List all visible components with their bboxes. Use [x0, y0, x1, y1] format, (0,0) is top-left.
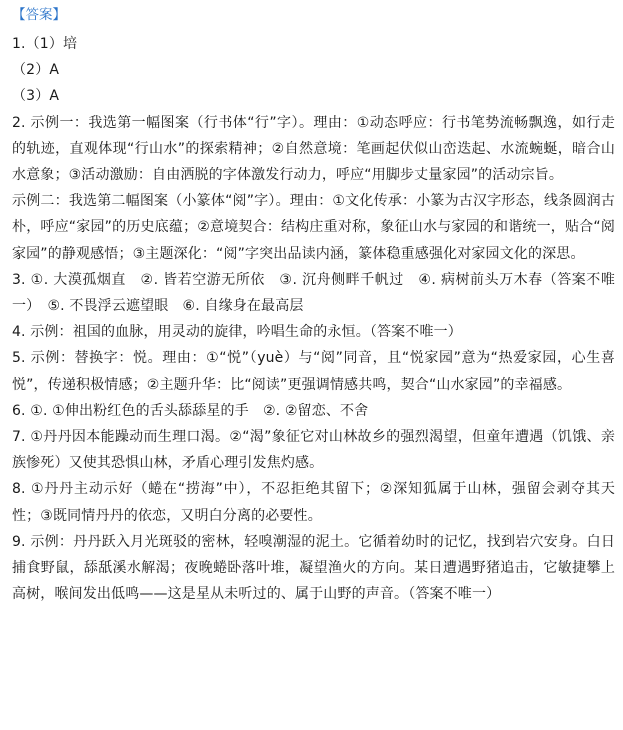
- answer-heading-tag: 【答案】: [12, 7, 66, 23]
- answer-item-2-example-1: 2. 示例一：我选第一幅图案（行书体“行”字）。理由：①动态呼应：行书笔势流畅飘逸，如行走的轨迹，直观体现“行山水”的探索精神；②自然意境：笔画起伏似山峦迭起、水流蜿蜒，暗合山水意象；③活动激励：自由洒脱的字体激发行动力，呼应“用脚步丈量家园”的活动宗旨。: [12, 114, 615, 184]
- answer-document: [12, 4, 615, 607]
- answer-item-2-example-2: 示例二：我选第二幅图案（小篆体“阅”字）。理由：①文化传承：小篆为古汉字形态，线条圆润古朴，呼应“家园”的历史底蕴；②意境契合：结构庄重对称，象征山水与家园的和谐统一，贴合“阅家园”的静观感悟；③主题深化：“阅”字突出品读内涵，篆体稳重感强化对家园文化的深思。: [12, 193, 615, 262]
- answer-item-3: 3. ①. 大漠孤烟直 ②. 皆若空游无所依 ③. 沉舟侧畔千帆过 ④. 病树前头万木春（答案不唯一） ⑤. 不畏浮云遮望眼 ⑥. 自缘身在最高层: [12, 271, 615, 315]
- answer-item-7: 7. ①丹丹因本能躁动而生理口渴。②“渴”象征它对山林故乡的强烈渴望，但童年遭遇（饥饿、亲族惨死）又使其恐惧山林，矛盾心理引发焦灼感。: [12, 429, 615, 472]
- answer-item-1: 1.（1）培: [12, 36, 78, 52]
- answer-item-1-3: （3）A: [12, 88, 60, 105]
- answer-item-8: 8. ①丹丹主动示好（蜷在“捞海”中），不忍拒绝其留下；②深知狐属于山林，强留会剥夺其天性；③既同情丹丹的依恋，又明白分离的必要性。: [12, 481, 615, 524]
- answer-item-4: 4. 示例：祖国的血脉，用灵动的旋律，吟唱生命的永恒。（答案不唯一）: [12, 324, 462, 341]
- answer-item-5: 5. 示例：替换字：悦。理由：①“悦”（yuè）与“阅”同音，且“悦家园”意为“热爱家园，心生喜悦”，传递积极情感；②主题升华：比“阅读”更强调情感共鸣，契合“山水家园”的幸福感。: [12, 350, 615, 393]
- answer-item-1-2: （2）A: [12, 62, 60, 79]
- answer-item-6: 6. ①. ①伸出粉红色的舌头舔舔星的手 ②. ②留恋、不舍: [12, 402, 369, 419]
- answer-item-9: 9. 示例：丹丹跃入月光斑驳的密林，轻嗅潮湿的泥土。它循着幼时的记忆，找到岩穴安身。白日捕食野鼠，舔舐溪水解渴；夜晚蜷卧落叶堆，凝望渔火的方向。某日遭遇野猪追击，它敏捷攀上高树，喉间发出低鸣——这是星从未听过的、属于山野的声音。（答案不唯一）: [12, 533, 615, 603]
